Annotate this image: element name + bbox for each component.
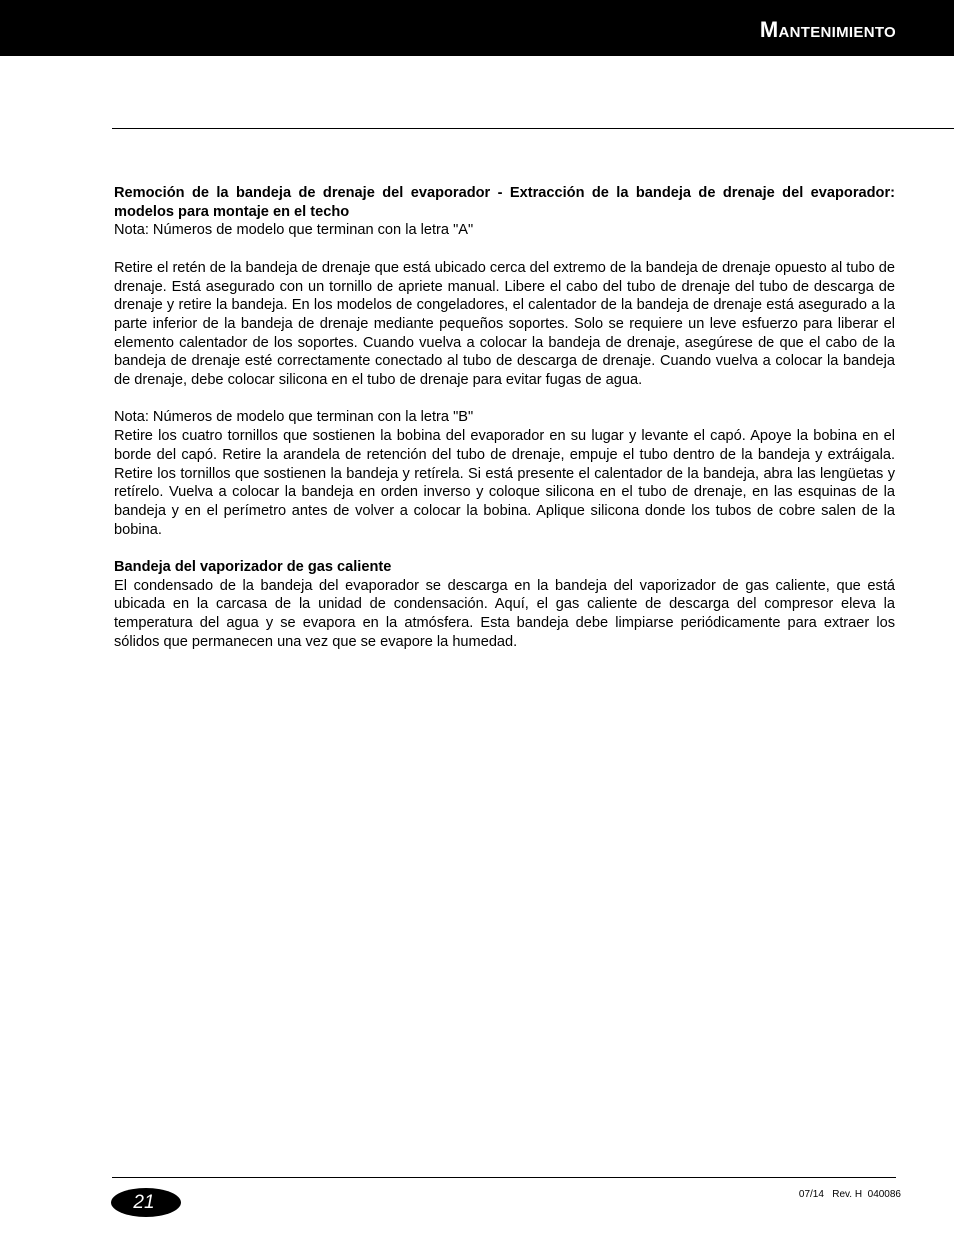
- page-number-badge: [111, 1188, 181, 1217]
- spacer: [114, 390, 895, 409]
- page-title: Mantenimiento: [759, 17, 896, 42]
- note-model-b: Nota: Números de modelo que terminan con la letra "B": [114, 409, 474, 426]
- paragraph-vaporizer: El condensado de la bandeja del evaporador se descarga en la bandeja del vaporizador de gas caliente, que está ubicada en la carcasa de la unidad de condensación. Aquí, el gas caliente de descarga del compresor eleva la temperatura del agua y se evapora en la atmósfera. Esta bandeja debe limpiarse periódicamente para extraer los sólidos que permanecen una vez que se evapore la humedad.: [114, 577, 895, 650]
- page-number: 21: [133, 1192, 155, 1213]
- bottom-divider: [112, 1177, 896, 1178]
- header-bar: [0, 0, 954, 56]
- revision-info: 07/14 Rev. H 040086: [798, 1189, 901, 1200]
- paragraph-model-a: Retire el retén de la bandeja de drenaje que está ubicado cerca del extremo de la bandeja de drenaje opuesto al tubo de drenaje. Está asegurado con un tornillo de apriete manual. Libere el cabo del tubo de drenaje del tubo de descarga de drenaje y retire la bandeja. En los modelos de congeladores, el calentador de la bandeja de drenaje está asegurado a la parte inferior de la bandeja de drenaje mediante pequeños soportes. Solo se requiere un leve esfuerzo para liberar el elemento calentador de los soportes. Cuando vuelva a colocar la bandeja de drenaje, asegúrese de que el cabo de la bandeja de drenaje esté correctamente conectado al tubo de descarga de drenaje. Cuando vuelva a colocar la bandeja de drenaje, debe colocar silicona en el tubo de drenaje para evitar fugas de agua.: [114, 259, 895, 389]
- main-content: [114, 184, 895, 652]
- note-model-a: Nota: Números de modelo que terminan con la letra "A": [114, 222, 474, 239]
- spacer: [114, 539, 895, 558]
- spacer: [114, 240, 895, 259]
- section-heading-drain-pan: Remoción de la bandeja de drenaje del evaporador - Extracción de la bandeja de drenaje del evaporador: modelos para montaje en el techo: [114, 185, 895, 220]
- top-divider: [112, 128, 954, 129]
- paragraph-model-b: Retire los cuatro tornillos que sostienen la bobina del evaporador en su lugar y levante el capó. Apoye la bobina en el borde del capó. Retire la arandela de retención del tubo de drenaje, empuje el tubo dentro de la bandeja y extráigala. Retire los tornillos que sostienen la bandeja y retírela. Si está presente el calentador de la bandeja, abra las lengüetas y retírelo. Vuelva a colocar la bandeja en orden inverso y coloque silicona en el tubo de drenaje, en las esquinas de la bandeja y en el perímetro antes de volver a colocar la bobina. Aplique silicona donde los tubos de cobre salen de la bobina.: [114, 428, 895, 538]
- section-heading-vaporizer: Bandeja del vaporizador de gas caliente: [114, 559, 392, 576]
